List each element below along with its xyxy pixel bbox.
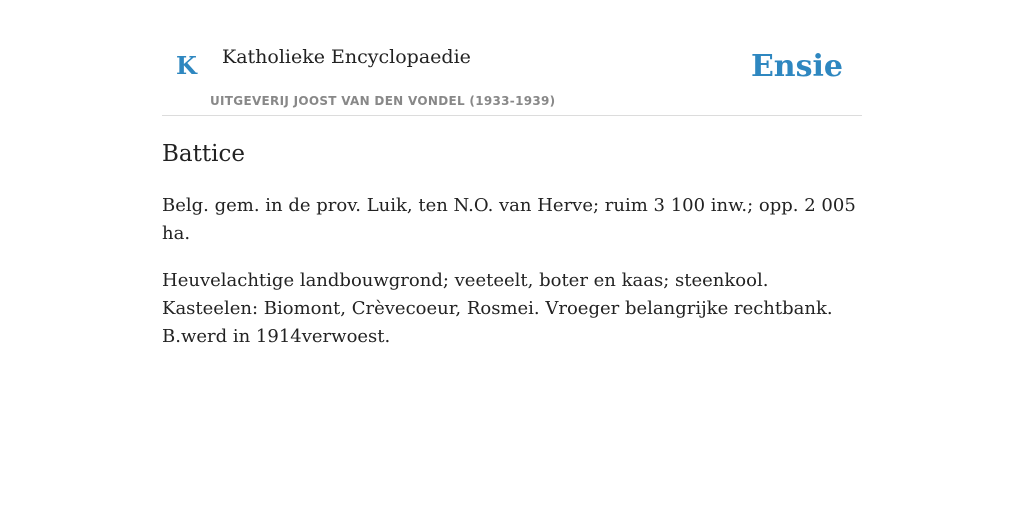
article-title: Battice: [162, 141, 245, 167]
encyclopedia-logo-icon[interactable]: K: [176, 51, 197, 80]
article-content: [162, 136, 862, 351]
site-header: [162, 0, 862, 116]
encyclopedia-title-link[interactable]: Katholieke Encyclopaedie: [222, 46, 471, 68]
publisher-subtitle: UITGEVERIJ JOOST VAN DEN VONDEL (1933-1939): [210, 94, 556, 108]
article-paragraph: Heuvelachtige landbouwgrond; veeteelt, boter en kaas; steenkool. Kasteelen: Biomont, Crèvecoeur, Rosmei. Vroeger belangrijke rechtbank. B.werd in 1914verwoest.: [162, 270, 833, 347]
ensie-logo-link[interactable]: Ensie: [750, 49, 843, 84]
article-paragraph: Belg. gem. in de prov. Luik, ten N.O. van Herve; ruim 3 100 inw.; opp. 2 005 ha.: [162, 195, 856, 244]
